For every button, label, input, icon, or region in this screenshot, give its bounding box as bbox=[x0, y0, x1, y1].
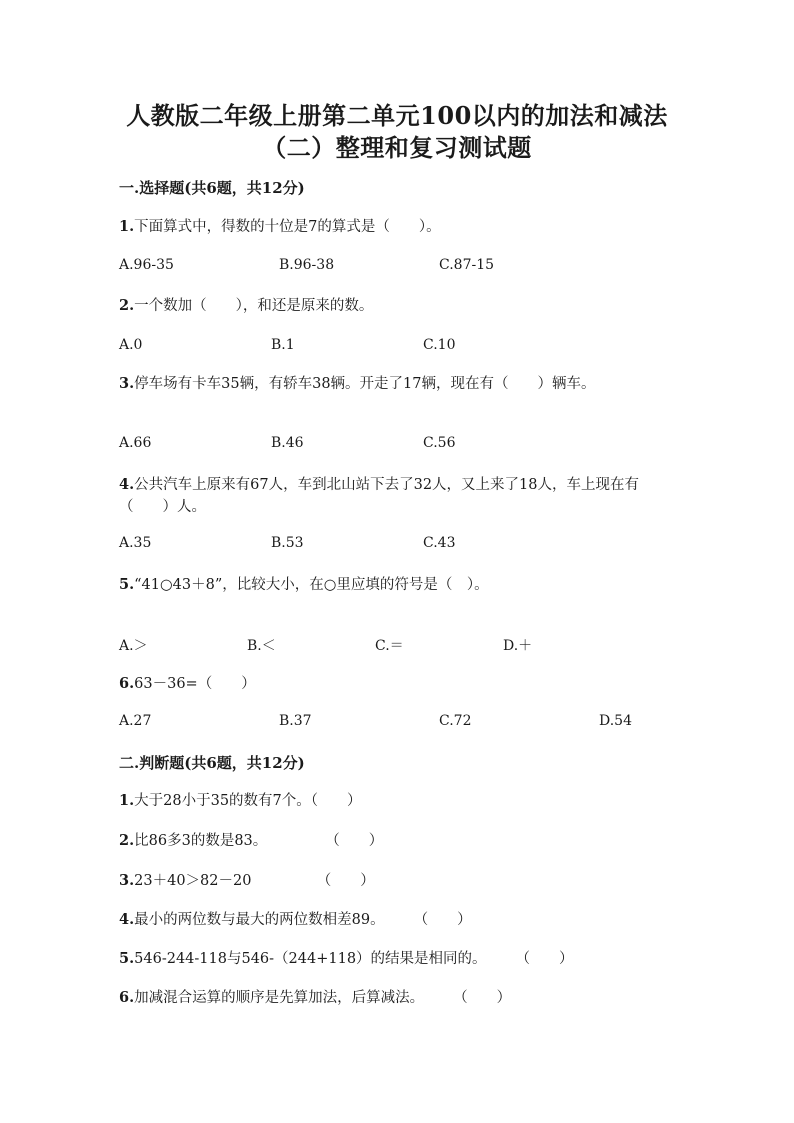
judgement-1 bbox=[119, 790, 684, 812]
question-text: 加减混合运算的顺序是先算加法，后算减法。 （ ） bbox=[134, 990, 512, 1006]
option-c: C.43 bbox=[423, 535, 456, 551]
question-text: 546-244-118与546-（244+118）的结果是相同的。 （ ） bbox=[134, 951, 574, 967]
option-b: B.37 bbox=[279, 713, 312, 729]
option-c: C.＝ bbox=[375, 638, 404, 654]
question-3 bbox=[119, 373, 684, 395]
option-a: A.＞ bbox=[119, 638, 148, 654]
question-text: 停车场有卡车35辆，有轿车38辆。开走了17辆，现在有（ ）辆车。 bbox=[134, 376, 596, 392]
question-number: 6. bbox=[119, 675, 135, 692]
judgement-2 bbox=[119, 830, 684, 852]
judgement-6 bbox=[119, 987, 684, 1009]
option-b: B.53 bbox=[271, 535, 304, 551]
question-number: 4. bbox=[119, 911, 135, 928]
question-text: 比86多3的数是83。 （ ） bbox=[134, 833, 384, 849]
question-number: 5. bbox=[119, 576, 135, 593]
option-a: A.35 bbox=[119, 535, 152, 551]
option-a: A.96-35 bbox=[119, 257, 174, 273]
question-number: 2. bbox=[119, 832, 135, 849]
section-heading-judgement: 二.判断题(共6题，共12分) bbox=[119, 754, 305, 772]
options-q5 bbox=[0, 635, 794, 655]
option-c: C.10 bbox=[423, 337, 456, 353]
option-d: D.54 bbox=[599, 713, 632, 729]
question-text: 23＋40＞82－20 （ ） bbox=[134, 873, 375, 889]
options-q6 bbox=[0, 713, 794, 733]
options-q2 bbox=[0, 337, 794, 357]
question-6 bbox=[119, 673, 684, 695]
judgement-3 bbox=[119, 870, 684, 892]
question-number: 2. bbox=[119, 297, 135, 314]
judgement-5 bbox=[119, 948, 684, 970]
question-text: 一个数加（ ），和还是原来的数。 bbox=[134, 298, 374, 314]
option-a: A.0 bbox=[119, 337, 143, 353]
document-title-line2: （二）整理和复习测试题 bbox=[262, 133, 532, 162]
option-b: B.＜ bbox=[247, 638, 276, 654]
options-q3 bbox=[0, 435, 794, 455]
question-number: 1. bbox=[119, 792, 135, 809]
option-d: D.＋ bbox=[503, 638, 533, 654]
option-b: B.1 bbox=[271, 337, 295, 353]
option-b: B.46 bbox=[271, 435, 304, 451]
question-number: 4. bbox=[119, 476, 135, 493]
options-q4 bbox=[0, 535, 794, 555]
section-heading-choice: 一.选择题(共6题，共12分) bbox=[119, 179, 305, 197]
question-number: 3. bbox=[119, 872, 135, 889]
options-q1 bbox=[0, 257, 794, 277]
judgement-4 bbox=[119, 909, 684, 931]
question-number: 6. bbox=[119, 989, 135, 1006]
question-text: 最小的两位数与最大的两位数相差89。 （ ） bbox=[134, 912, 472, 928]
question-2 bbox=[119, 295, 684, 317]
option-b: B.96-38 bbox=[279, 257, 335, 273]
question-text: 下面算式中，得数的十位是7的算式是（ ）。 bbox=[134, 219, 441, 235]
question-4 bbox=[119, 474, 684, 518]
question-text: 大于28小于35的数有7个。（ ） bbox=[134, 793, 362, 809]
option-a: A.27 bbox=[119, 713, 152, 729]
document-title-line1: 人教版二年级上册第二单元100以内的加法和减法 bbox=[126, 101, 668, 130]
option-c: C.56 bbox=[423, 435, 456, 451]
question-text: 63－36=（ ） bbox=[134, 676, 256, 692]
question-number: 5. bbox=[119, 950, 135, 967]
question-number: 3. bbox=[119, 375, 135, 392]
question-text: “41○43＋8”，比较大小，在○里应填的符号是（ ）。 bbox=[134, 577, 489, 593]
option-c: C.87-15 bbox=[439, 257, 495, 273]
question-5 bbox=[119, 574, 684, 596]
option-a: A.66 bbox=[119, 435, 152, 451]
question-text: 公共汽车上原来有67人，车到北山站下去了32人，又上来了18人，车上现在有（ ）人。 bbox=[119, 477, 639, 515]
option-c: C.72 bbox=[439, 713, 472, 729]
question-1 bbox=[119, 216, 684, 238]
question-number: 1. bbox=[119, 218, 135, 235]
